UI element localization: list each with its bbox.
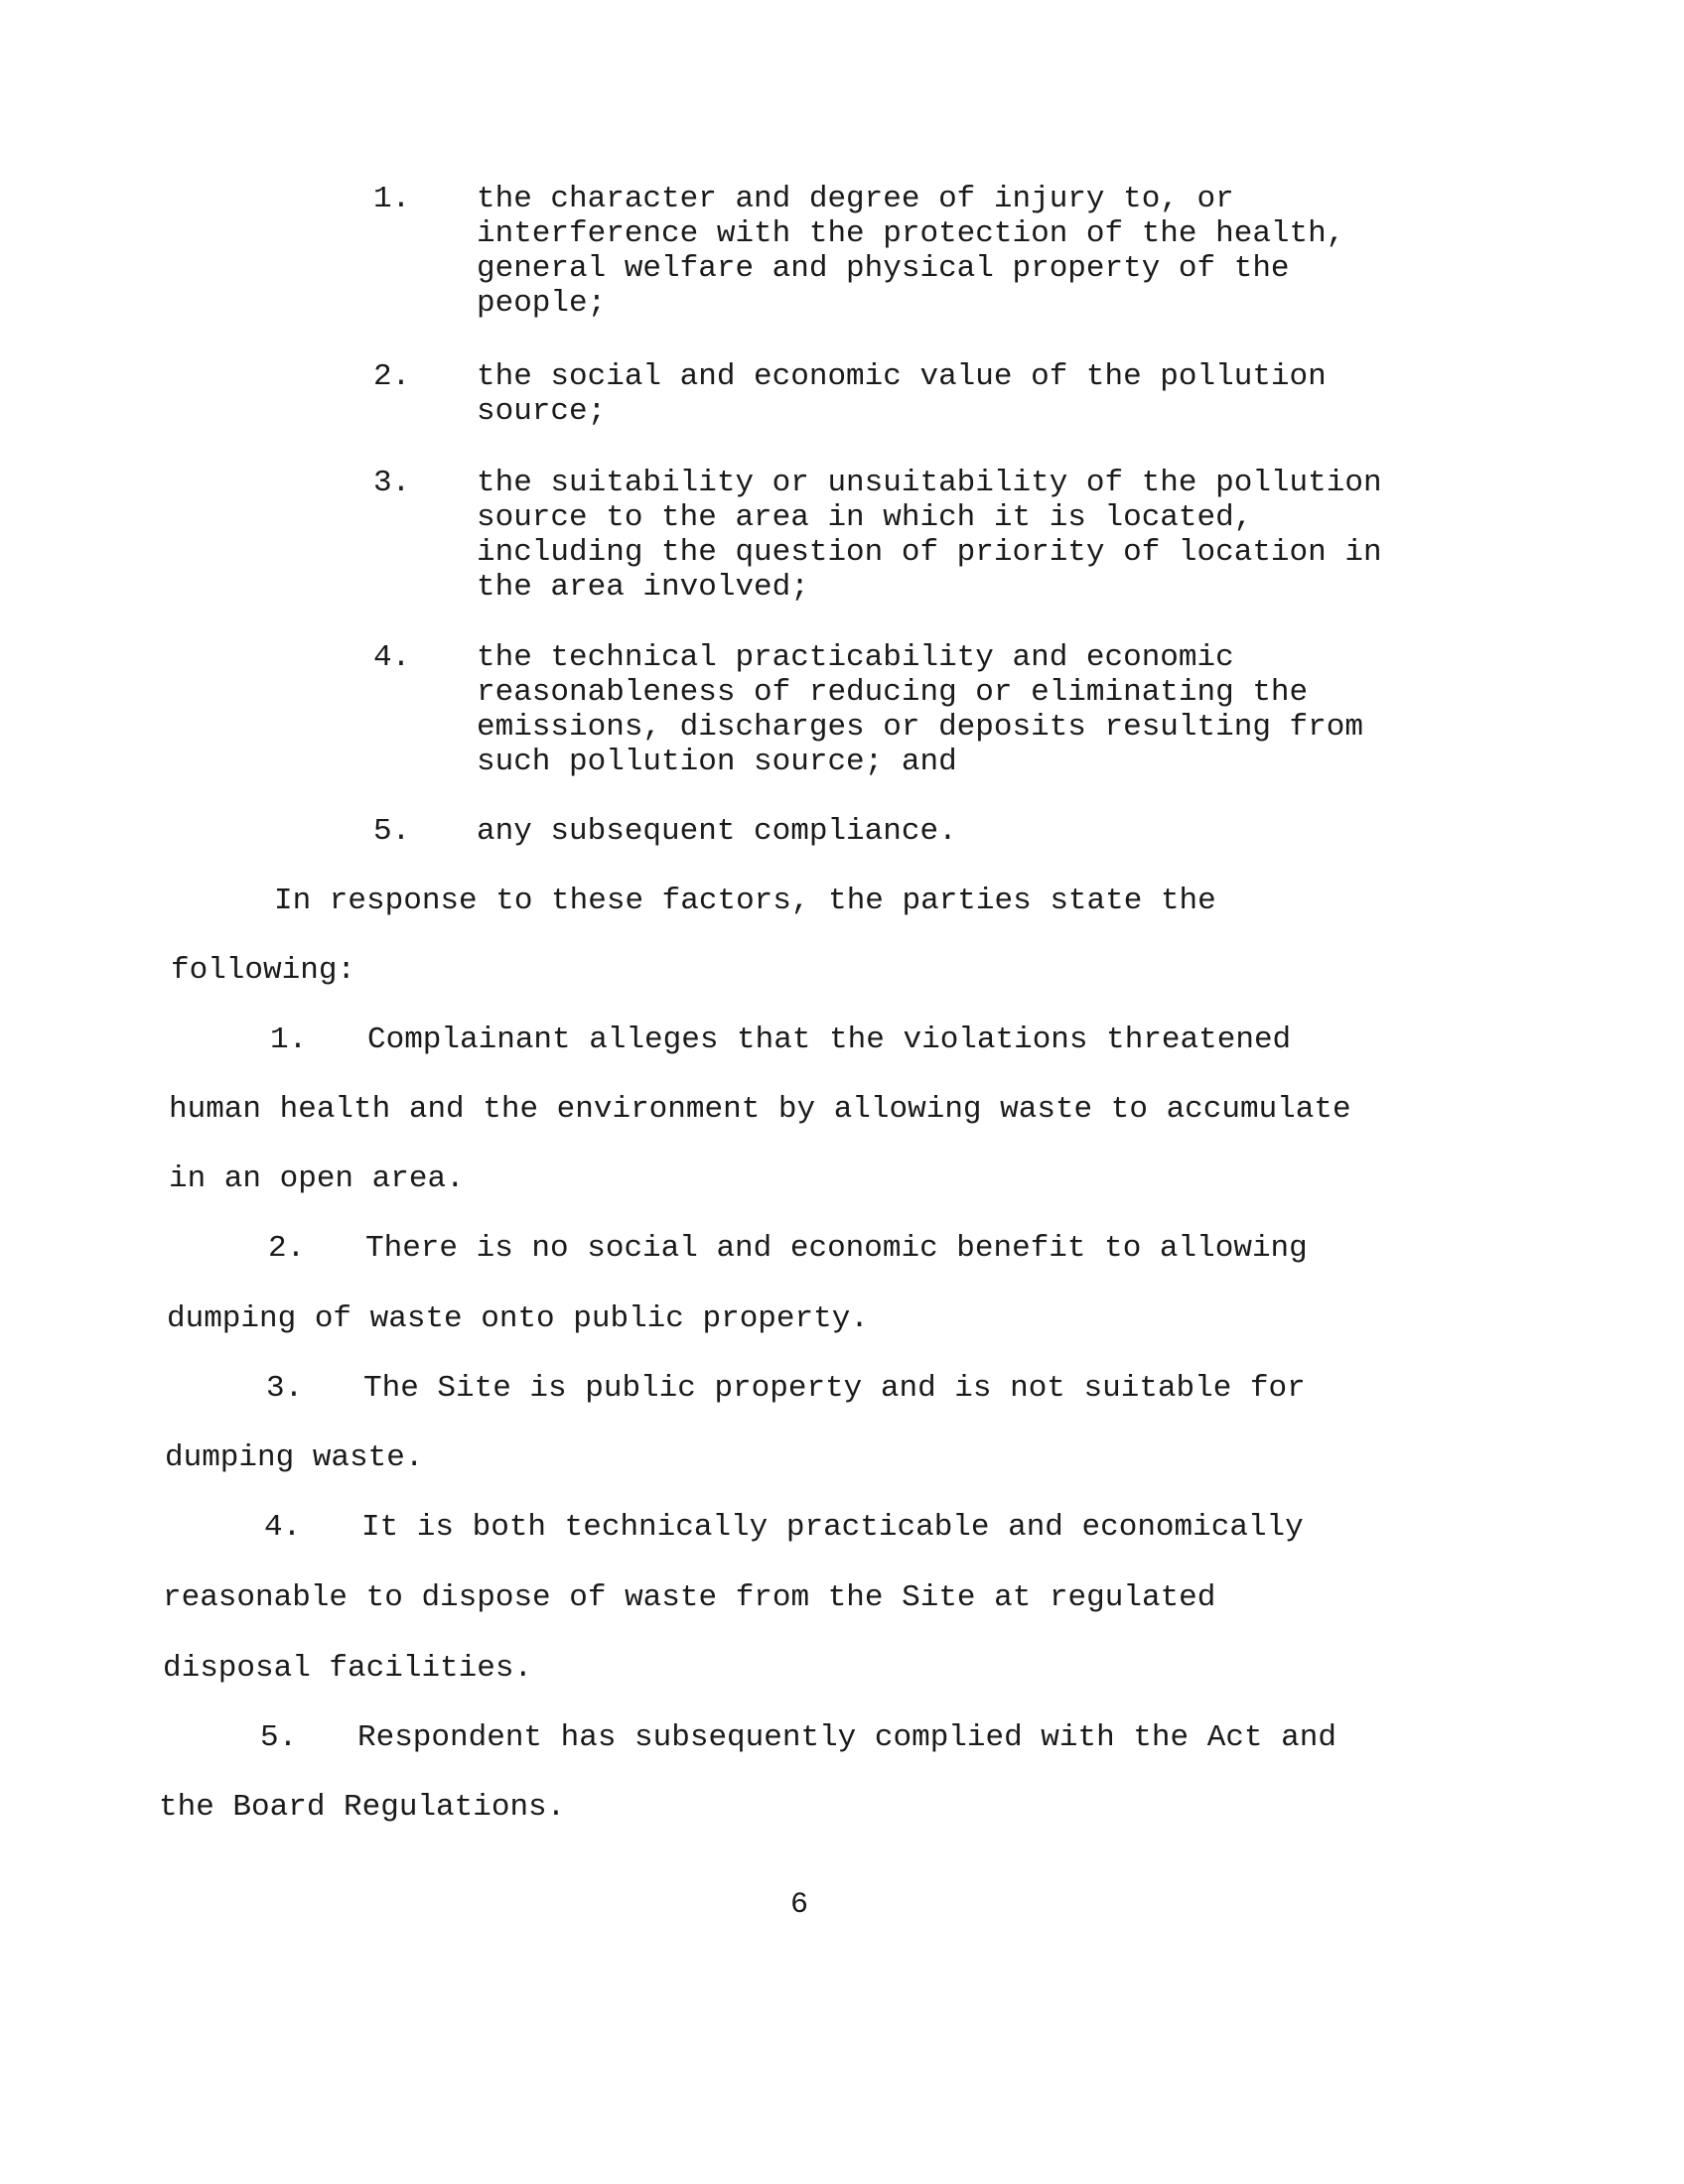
factor-number: 4. — [373, 640, 411, 675]
factor-number: 1. — [373, 182, 411, 216]
response-line: in an open area. — [169, 1161, 465, 1196]
factor-text: the technical practicability and economic reasonableness of reducing or eliminating the emissions, discharges or deposits resulting from such pollution source; and — [477, 640, 1363, 779]
factor-number: 3. — [373, 466, 411, 500]
response-number: 3. — [266, 1371, 304, 1406]
response-line: dumping waste. — [165, 1440, 424, 1475]
response-line: the Board Regulations. — [159, 1790, 566, 1825]
intro-line: following: — [171, 953, 356, 988]
intro-line: In response to these factors, the parties state the — [274, 884, 1216, 918]
response-number: 5. — [260, 1720, 298, 1755]
factor-number: 2. — [373, 359, 411, 394]
response-line: Respondent has subsequently complied with the Act and — [357, 1720, 1336, 1755]
response-number: 2. — [268, 1231, 306, 1266]
factor-text: the suitability or unsuitability of the pollution source to the area in which it is located, including the question of priority of location in the area involved; — [477, 466, 1382, 605]
response-line: disposal facilities. — [163, 1651, 533, 1686]
response-line: There is no social and economic benefit to allowing — [365, 1231, 1308, 1266]
response-number: 1. — [270, 1023, 308, 1057]
factor-text: any subsequent compliance. — [477, 814, 957, 849]
response-line: dumping of waste onto public property. — [167, 1301, 869, 1336]
response-line: human health and the environment by allowing waste to accumulate — [169, 1092, 1351, 1127]
factor-number: 5. — [373, 814, 411, 849]
page-number: 6 — [790, 1888, 809, 1922]
response-line: It is both technically practicable and economically — [361, 1510, 1304, 1545]
factor-text: the character and degree of injury to, or interference with the protection of the health, general welfare and physical property of the people; — [477, 182, 1345, 321]
response-line: reasonable to dispose of waste from the Site at regulated — [163, 1580, 1216, 1615]
factor-text: the social and economic value of the pollution source; — [477, 359, 1327, 429]
response-number: 4. — [264, 1510, 302, 1545]
response-line: The Site is public property and is not suitable for — [363, 1371, 1306, 1406]
response-line: Complainant alleges that the violations threatened — [367, 1023, 1292, 1057]
